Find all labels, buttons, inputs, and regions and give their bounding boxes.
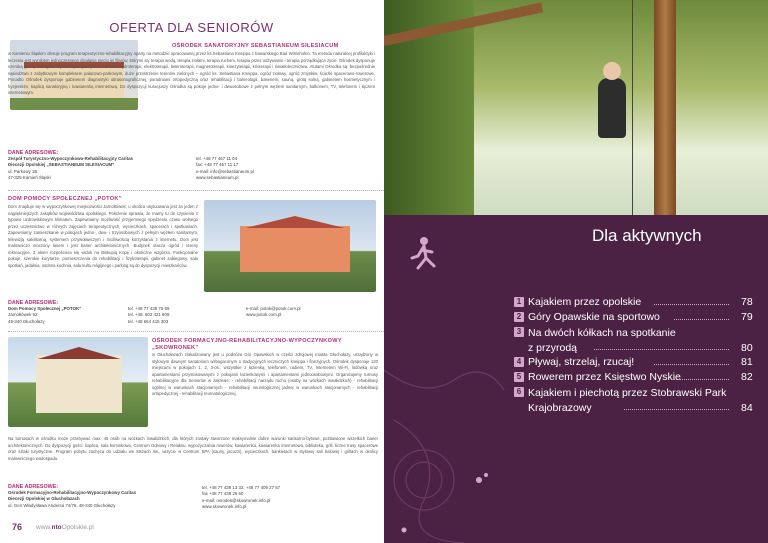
contact-line[interactable]: e-mail: info@sebastianeum.pl <box>196 168 254 174</box>
section-text-potok: Dom znajduje się w wypoczynkowej miejscowości Jarnołtówek, u okolica usytuowana jest za jeden z najpiękniejszych zakątków województwa opolskiego. Położenie sprawia, że mamy tu do czynienia z typowo uzdrowiskowym klimatem. Zapewniamy możliwość przyjemnego spędzenia czasu wolnego przez uczestnictwo w różnych zajęciach terapeutycznych, wycieczkach, spacerach i spotkaniach. Zapewniamy zamieszkanie w pokojach jedno-, dwu- i trzyosobowych z pełnym węzłem sanitarnym, telewizją satelitarną, systemem przywoławczym i możliwością korzystania z internetu. Dom jest malowniczo otoczony lasem i jest barier architektonicznych. Budynek otacza ogród i tereny rekreacyjne. Z okien rozpościera się widok na Biskupią Kopę i okoliczne wzgórza. Funkcjonalne pokoje, szerokie korytarze, pomieszczenia do rehabilitacji i fizykoterapii, gabinet zabiegowy, sala spotkań, jadalnia, osobna kuchnia, sala kultu religijnego i parking są do dyspozycji mieszkańców. <box>8 204 198 268</box>
address-line: ul. Gen Władysława Andersa 74/76, 48-340 Głuchołazy <box>8 502 116 508</box>
runner-icon <box>404 236 444 270</box>
section-text-skowronek: w Głuchołazach zlokalizowany jest u podnóża Gór Opawskich w części zdrojowej miasta Głuchołazy, urządzony w stylowym dawnym sanatorium wzbogaconym o tradycyjnych leczniczych kneippa i finezyjnych. Ośrodek dysponuje 120 miejscami w pokojach 1, 2, 3-os., wszystkie z łazienką, telefonem, radiem, TV, Internetem Wi-Fi, lodówką oraz apartamentami przystosowanymi z pokojami łazienkowymi i apartamentami jednoosobowymi. Organizujemy turnusy rehabilitacyjne dla Seniorów w zakresie: - rehabilitacji narządu ruchu (osoby na wózkach inwalidzkich) - rehabilitacji ogólnej w warunkach stacjonarnych - rehabilitacji neurologicznej jadnej w warunkach stacjonarnych - rehabilitacji ortopedycznej - rehabilitacji reumatologicznej. <box>152 352 378 396</box>
right-page <box>384 0 768 543</box>
phone-line: tel. +48 664 415 303 <box>128 318 169 324</box>
flower-ornament <box>384 280 514 543</box>
contact-line[interactable]: www.sebastianeum.pl <box>196 174 239 180</box>
section-text-skowronek-more: Na turnusach w ośrodku może przebywać max. 45 osób na wózkach inwalidzkich, dla których zostały stworzone maksymalnie dobre warunki sanitarno-bytowe, pozbawione wszelkich barier architektonicznych. Do dyspozycji gości: kaplica, sala kominkowa, Centrum Odnowy i Relaksu, wypożyczalnia rowerów, kawiarenka, kawiarenka internetowa, biblioteka, grill, liczne trasy spacerowe oraz szlaki turystyczne. Program pobytu zachęca do udziału we Mszach św., wizycie w Centrum SPA (sauny, jacuzzi), wycieczkach, bankietach w stylowej sali balowej i grillach w okolicy malowniczego wodospadu. <box>8 436 378 461</box>
toc-page: 84 <box>741 402 753 414</box>
contact-line[interactable]: www.skowronek.info.pl <box>202 503 247 509</box>
left-page <box>0 0 383 543</box>
address-line: Diecezji Opolskiej „SEBASTIANEUM SILESIACUM” <box>8 162 115 168</box>
address-label-potok: DANE ADRESOWE: <box>8 300 59 306</box>
logo-pre: www. <box>36 524 52 531</box>
banner-title: Dla aktywnych <box>592 226 702 245</box>
phone-block-potok <box>128 306 238 325</box>
toc-item[interactable] <box>516 356 753 368</box>
address-line: Ośrodek Formacyjno-Rehabilitacyjno-Wypoczynkowy Caritas <box>8 490 137 495</box>
toc-page: 82 <box>741 371 753 383</box>
contact-line: tel. +48 77 439 13 32, +48 77 409 27 57 <box>202 485 281 490</box>
contact-line: fax +48 77 439 26 60 <box>202 491 244 497</box>
contact-block-sebastianeum <box>196 156 366 181</box>
toc-number: 3 <box>514 327 524 337</box>
address-block-skowronek <box>8 490 198 509</box>
divider <box>8 190 384 191</box>
publisher-logo <box>36 524 94 531</box>
web-block-potok <box>246 306 376 319</box>
toc-label: Kajakiem przez opolskie <box>528 296 642 308</box>
toc-label-cont: z przyrodą <box>528 342 578 354</box>
logo-post: Opolskie.pl <box>61 524 94 531</box>
toc-label: Pływaj, strzelaj, rzucaj! <box>528 356 635 368</box>
toc-page: 81 <box>741 356 753 368</box>
address-line: Jarnołtówek 52 <box>8 312 38 318</box>
skowronek-photo <box>8 337 148 427</box>
toc-number: 4 <box>514 357 524 367</box>
toc-item[interactable] <box>516 296 753 308</box>
divider <box>8 331 384 332</box>
treetop-adventure-photo <box>384 0 768 215</box>
contact-block-skowronek <box>202 485 382 510</box>
contact-line: tel. +48 77 467 11 04 <box>196 156 238 161</box>
toc-page: 79 <box>741 311 753 323</box>
address-line: ul. Parkowy 1B <box>8 168 38 174</box>
page-title: OFERTA DLA SENIORÓW <box>109 20 274 35</box>
toc-page: 80 <box>741 342 753 354</box>
page-number: 76 <box>12 522 23 532</box>
toc-label: Rowerem przez Księstwo Nyskie <box>528 371 681 383</box>
toc-label: Kajakiem i piechotą przez Stobrawski Park <box>528 387 727 399</box>
address-block-sebastianeum <box>8 156 188 181</box>
toc-label: Na dwóch kółkach na spotkanie <box>528 327 676 339</box>
address-label-skowronek: DANE ADRESOWE: <box>8 484 59 490</box>
toc-label-cont: Krajobrazowy <box>528 402 592 414</box>
toc-leaders <box>654 304 734 414</box>
contact-line[interactable]: e-mail: osrodek@skowronek.info.pl <box>202 497 271 503</box>
section-title-sebastianeum: OŚRODEK SANATORYJNY SEBASTIANEUM SILESIACUM <box>172 43 339 49</box>
toc-item[interactable] <box>516 311 753 323</box>
toc-label: Góry Opawskie na sportowo <box>528 311 660 323</box>
toc-number: 1 <box>514 297 524 307</box>
logo-main: nto <box>51 524 62 531</box>
toc-number: 5 <box>514 372 524 382</box>
email-link[interactable]: e-mail: potok@potok.com.pl <box>246 306 301 311</box>
toc-number: 2 <box>514 312 524 322</box>
website-link[interactable]: www.potok.com.pl <box>246 312 282 318</box>
address-line: Diecezji Opolskiej w Głuchołazach <box>8 496 80 502</box>
address-line: 47-325 Kamień Śląski <box>8 174 51 180</box>
section-title-skowronek: OŚRODEK FORMACYJNO-REHABILITACYJNO-WYPOCZYNKOWY „SKOWRONEK” <box>152 338 342 351</box>
address-block-potok <box>8 306 118 325</box>
contact-line: fax: +48 77 467 11 17 <box>196 162 239 168</box>
address-line: 48-340 Głuchołazy <box>8 318 45 324</box>
phone-line: tel. +48. 602 421 808 <box>128 312 170 318</box>
address-label-sebastianeum: DANE ADRESOWE: <box>8 150 59 156</box>
section-title-potok: DOM POMOCY SPOŁECZNEJ „POTOK” <box>8 196 122 202</box>
toc-number: 6 <box>514 387 524 397</box>
potok-photo <box>204 200 376 292</box>
toc-page: 78 <box>741 296 753 308</box>
phone-line: tel. +48 77 439 75 69 <box>128 306 170 311</box>
address-line: Dom Pomocy Społecznej „POTOK” <box>8 306 82 311</box>
section-text-sebastianeum: w Kamieniu Śląskim oferuje program terapeutyczno-rehabilitacyjny oparty na metodzie opracowanej przez ks.Sebastiana Kneippa z bawarskiego Bad Wörishofen. Ta metoda naturalnej profilaktyki i leczenia jest wynikiem jednoczesnego działania pięciu jej filarów, którymi są: terapia wodą, terapia ziołami, terapia ruchem, terapia przez odżywianie i terapia porządkująca życie. Ośrodek dysponuje szeroką gamą zabiegów fizykoterapeutycznych z zakresu: hydroterapii, elektroterapii, laseroterapii, magnetoterapii, kinezyterapii, krioterapii i światłolecznictwa. Atutami Ośrodka są: bezpośrednie sąsiedztwo z zabytkowym kompleksem pałacowo-parkowym, duże przestrzenie terenów zielonych – ogród ks. Sebastiana Kneippa, ogród ziołowy, ogród zmysłów, ścieżki spacerowo-rowerowe. Ponadto Ośrodek dysponuje gabinetem diagnostyki ultrasonograficznej, poradniami ortopedyczną oraz rehabilitacji i balneologii, basenem, sauną, grotą solną, gabinetem kosmetycznym i fryzjerskim, kaplicą sanatoryjną i kawiarenką internetową. Do dyspozycji kuracjuszy Ośrodka są pokoje jedno- i dwuosobowe z pełnym węzłem sanitarnym, balkonem, TV, telefonem i łączem internetowym. <box>8 51 375 95</box>
address-line: Zespół Turystyczno-Wypoczynkowo-Rehabilitacyjny Caritas <box>8 156 133 161</box>
